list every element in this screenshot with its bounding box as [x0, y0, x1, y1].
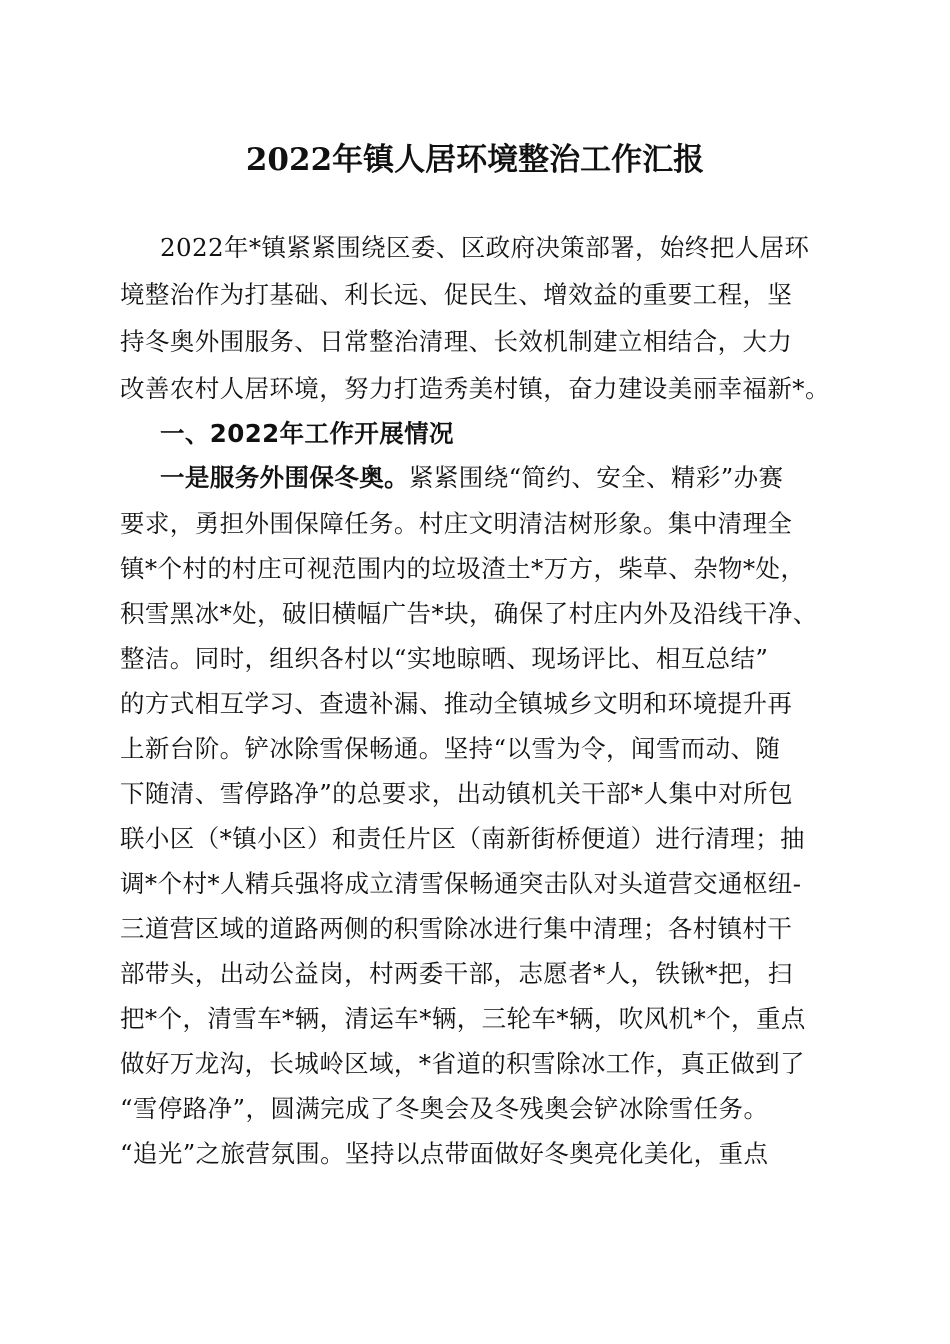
body-line-15: “追光”之旅营氛围。坚持以点带面做好冬奥亮化美化，重点: [120, 1139, 769, 1168]
item-lead-text: 一是服务外围保冬奥。: [160, 463, 409, 492]
item-first-line-text: 紧紧围绕“简约、安全、精彩”办赛: [409, 463, 784, 492]
body-line-10: 三道营区域的道路两侧的积雪除冰进行集中清理；各村镇村干: [120, 914, 793, 943]
body-line-12: 把*个，清雪车*辆，清运车*辆，三轮车*辆，吹风机*个，重点: [120, 1004, 806, 1033]
body-line-4: 整洁。同时，组织各村以“实地晾晒、现场评比、相互总结”: [120, 644, 769, 673]
body-line-9: 调*个村*人精兵强将成立清雪保畅通突击队对头道营交通枢纽-: [120, 869, 802, 898]
body-line-8: 联小区（*镇小区）和责任片区（南新街桥便道）进行清理；抽: [120, 824, 805, 853]
intro-line-1: 2022年*镇紧紧围绕区委、区政府决策部署，始终把人居环: [160, 233, 810, 262]
section-heading: 一、2022年工作开展情况: [160, 419, 454, 448]
body-line-6: 上新台阶。铲冰除雪保畅通。坚持“以雪为令，闻雪而动、随: [120, 734, 781, 763]
intro-line-2: 境整治作为打基础、利长远、促民生、增效益的重要工程，坚: [120, 280, 793, 309]
intro-line-4: 改善农村人居环境，努力打造秀美村镇，奋力建设美丽幸福新*。: [120, 374, 830, 403]
body-line-1: 要求，勇担外围保障任务。村庄文明清洁树形象。集中清理全: [120, 509, 793, 538]
body-line-2: 镇*个村的村庄可视范围内的垃圾渣土*万方，柴草、杂物*处，: [120, 554, 806, 583]
body-line-11: 部带头，出动公益岗，村两委干部，志愿者*人，铁锹*把，扫: [120, 959, 793, 988]
document-title: 2022年镇人居环境整治工作汇报: [245, 142, 705, 178]
body-line-5: 的方式相互学习、查遗补漏、推动全镇城乡文明和环境提升再: [120, 689, 793, 718]
intro-line-3: 持冬奥外围服务、日常整治清理、长效机制建立相结合，大力: [120, 327, 793, 356]
body-line-13: 做好万龙沟，长城岭区域，*省道的积雪除冰工作，真正做到了: [120, 1049, 805, 1078]
body-line-7: 下随清、雪停路净”的总要求，出动镇机关干部*人集中对所包: [120, 779, 793, 808]
item-first-line: [160, 458, 860, 498]
body-line-3: 积雪黑冰*处，破旧横幅广告*块，确保了村庄内外及沿线干净、: [120, 599, 818, 628]
body-line-14: “雪停路净”，圆满完成了冬奥会及冬残奥会铲冰除雪任务。: [120, 1094, 769, 1123]
